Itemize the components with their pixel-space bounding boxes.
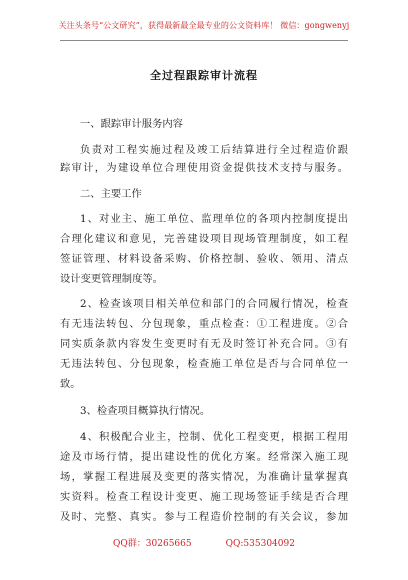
- paragraph-line: 设计变更管理制度等。: [60, 273, 163, 285]
- document-title: 全过程跟踪审计流程: [150, 69, 258, 82]
- paragraph-line: 3、检查项目概算执行情况。: [80, 405, 211, 417]
- paragraph-line: 致。: [60, 378, 81, 390]
- section-heading: 二、主要工作: [80, 188, 142, 200]
- paragraph-line: 无违法转包、分包现象，检查施工单位是否与合同单位一: [60, 358, 348, 370]
- header-divider: [60, 40, 348, 41]
- promo-header: 关注头条号“公文研究”，获得最新最全最专业的公文资料库！ 微信：gongwenyj: [58, 21, 350, 30]
- paragraph-line: 实资料。检查工程设计变更、施工现场签证手续是否合理: [60, 491, 348, 503]
- paragraph-line: 负责对工程实施过程及竣工后结算进行全过程造价跟: [80, 144, 348, 156]
- section-heading: 一、跟踪审计服务内容: [80, 118, 183, 130]
- paragraph-line: 同实质条款内容发生变更时有无及时签订补充合同。③有: [60, 338, 348, 350]
- qq-number-text: QQ:535304092: [225, 539, 295, 549]
- paragraph-line: 场，掌握工程进展及变更的落实情况，为准确计量掌握真: [60, 471, 348, 483]
- qq-group-text: QQ群：30265665: [113, 539, 192, 549]
- paragraph-line: 4、积极配合业主，控制、优化工程变更，根据工程用: [80, 431, 348, 443]
- paragraph-line: 2、检查该项目相关单位和部门的合同履行情况，检查: [80, 298, 348, 310]
- paragraph-line: 合理化建议和意见，完善建设项目现场管理制度，如工程: [60, 233, 348, 245]
- paragraph-line: 有无违法转包、分包现象，重点检查：①工程进度。②合: [60, 318, 348, 330]
- paragraph-line: 签证管理、材料设备采购、价格控制、验收、领用、清点: [60, 253, 348, 265]
- paragraph-line: 及时、完整、真实。参与工程造价控制的有关会议，参加: [60, 511, 348, 523]
- paragraph-line: 1、对业主、施工单位、监理单位的各项内控制度提出: [80, 213, 348, 225]
- paragraph-line: 途及市场行情，提出建设性的优化方案。经常深入施工现: [60, 451, 348, 463]
- contact-footer: [0, 536, 408, 549]
- paragraph-line: 踪审计，为建设单位合理使用资金提供技术支持与服务。: [60, 162, 348, 174]
